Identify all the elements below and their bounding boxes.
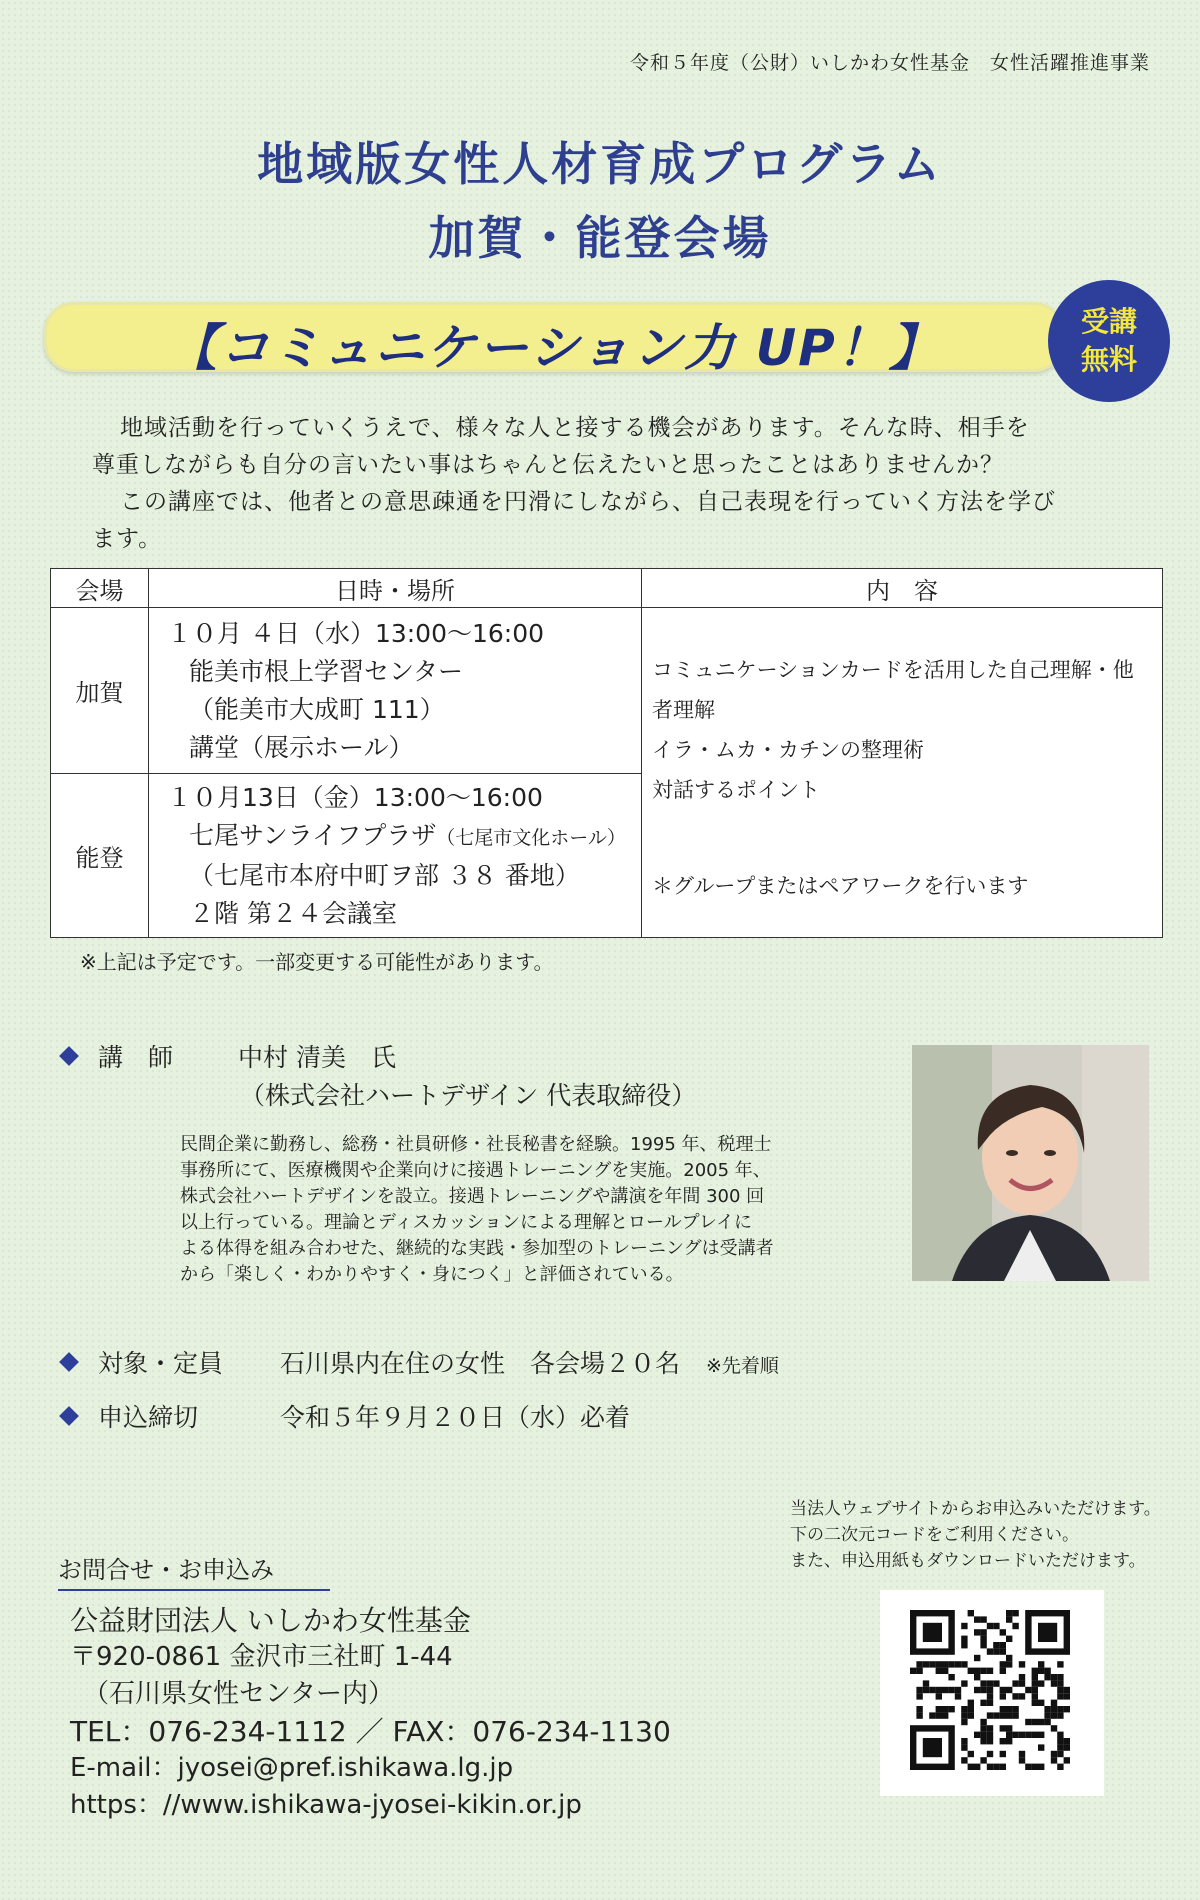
kaga-room: 講堂（展示ホール） [189, 732, 414, 762]
deadline-value: 令和５年９月２０日（水）必着 [280, 1403, 631, 1432]
lecturer-bio [180, 1132, 860, 1288]
badge-line1: 受講 [1080, 305, 1137, 338]
intro-text [92, 410, 1126, 558]
bio-line: 以上行っている。理論とディスカッションによる理解とロールプレイに [180, 1212, 753, 1233]
contact-block [70, 1602, 671, 1824]
table-header-row [51, 569, 1163, 608]
contact-email[interactable]: E-mail：jyosei@pref.ishikawa.lg.jp [70, 1753, 514, 1783]
bio-line: よる体得を組み合わせた、継続的な実践・参加型のトレーニングは受講者 [180, 1238, 774, 1259]
intro-line: この講座では、他者との意思疎通を円滑にしながら、自己表現を行っていく方法を学び [96, 489, 1056, 515]
web-note [790, 1496, 1161, 1574]
diamond-bullet-icon [59, 1406, 79, 1426]
lecturer-photo [912, 1045, 1149, 1281]
diamond-bullet-icon [59, 1352, 79, 1372]
contact-address: 〒920-0861 金沢市三社町 1-44 [70, 1642, 453, 1672]
noto-place-sub: （七尾市文化ホール） [436, 826, 626, 849]
venue-kaga: 加賀 [51, 608, 149, 774]
target-note: ※先着順 [706, 1355, 779, 1377]
content-item: コミュニケーションカードを活用した自己理解・他者理解 [652, 658, 1134, 722]
web-note-line: また、申込用紙もダウンロードいただけます。 [790, 1551, 1146, 1571]
bio-line: から「楽しく・わかりやすく・身につく」と評価されている。 [180, 1264, 684, 1285]
noto-date: １０月13日（金）13:00〜16:00 [167, 782, 543, 812]
content-cell [642, 608, 1163, 938]
deadline-label: 申込締切 [98, 1403, 199, 1432]
noto-place-line [167, 817, 641, 857]
intro-line: ます。 [92, 526, 163, 552]
lecturer-label: 講 師 [98, 1043, 174, 1072]
target-value: 石川県内在住の女性 各会場２０名 [280, 1349, 681, 1378]
col-header-datetime: 日時・場所 [149, 569, 642, 608]
lecturer-name: 中村 清美 氏 [238, 1043, 396, 1072]
venue-noto: 能登 [51, 774, 149, 938]
kaga-address: （能美市大成町 111） [189, 694, 445, 724]
noto-room: ２階 第２４会議室 [189, 898, 397, 928]
noto-address: （七尾市本府中町ヲ部 ３８ 番地） [189, 860, 580, 890]
badge-line2: 無料 [1080, 343, 1137, 376]
col-header-content: 内 容 [642, 569, 1163, 608]
contact-url[interactable]: https：//www.ishikawa-jyosei-kikin.or.jp [70, 1790, 582, 1820]
web-note-line: 下の二次元コードをご利用ください。 [790, 1525, 1079, 1545]
lecturer-title: （株式会社ハートデザイン 代表取締役） [240, 1081, 697, 1110]
intro-line: 尊重しながらも自分の言いたい事はちゃんと伝えたいと思ったことはありませんか？ [92, 452, 1004, 478]
noto-place: 七尾サンライフプラザ [189, 820, 437, 850]
bio-line: 民間企業に勤務し、総務・社員研修・社長秘書を経験。1995 年、税理士 [180, 1134, 772, 1155]
col-header-venue: 会場 [51, 569, 149, 608]
target-label: 対象・定員 [98, 1349, 224, 1378]
lecturer-row [62, 1038, 396, 1074]
datetime-kaga [149, 608, 642, 774]
contact-org: 公益財団法人 いしかわ女性基金 [70, 1604, 471, 1637]
contact-tel-fax: TEL：076-234-1112 ／ FAX：076-234-1130 [70, 1715, 671, 1748]
intro-line: 地域活動を行っていくうえで、様々な人と接する機会があります。そんな時、相手を [96, 415, 1030, 441]
datetime-noto [149, 774, 642, 938]
target-row [62, 1344, 779, 1380]
content-item: 対話するポイント [652, 778, 820, 802]
web-note-line: 当法人ウェブサイトからお申込みいただけます。 [790, 1499, 1161, 1519]
portrait-image [912, 1045, 1149, 1281]
contact-heading: お問合せ・お申込み [58, 1550, 330, 1591]
kaga-date: １０月 ４日（水）13:00〜16:00 [167, 618, 545, 648]
diamond-bullet-icon [59, 1046, 79, 1066]
bio-line: 事務所にて、医療機関や企業向けに接遇トレーニングを実施。2005 年、 [180, 1160, 771, 1181]
content-note: ＊グループまたはペアワークを行います [652, 874, 1029, 898]
disclaimer: ※上記は予定です。一部変更する可能性があります。 [80, 950, 554, 974]
bio-line: 株式会社ハートデザインを設立。接遇トレーニングや講演を年間 300 回 [180, 1186, 765, 1207]
page-title: 地域版女性人材育成プログラム [257, 137, 943, 191]
contact-building: （石川県女性センター内） [70, 1679, 394, 1709]
banner-text: 【コミュニケーション力 UP！】 [167, 319, 941, 377]
free-badge [1048, 280, 1170, 402]
page-subtitle: 加賀・能登会場 [428, 211, 772, 265]
banner [44, 302, 1064, 377]
kaga-place: 能美市根上学習センター [189, 656, 464, 686]
schedule-table [50, 568, 1163, 938]
table-row-kaga [51, 608, 1163, 774]
content-item: イラ・ムカ・カチンの整理術 [652, 738, 924, 762]
qr-code-icon [880, 1590, 1104, 1796]
top-note: 令和５年度（公財）いしかわ女性基金 女性活躍推進事業 [629, 52, 1150, 74]
qr-code[interactable] [880, 1590, 1104, 1796]
deadline-row [62, 1398, 630, 1434]
